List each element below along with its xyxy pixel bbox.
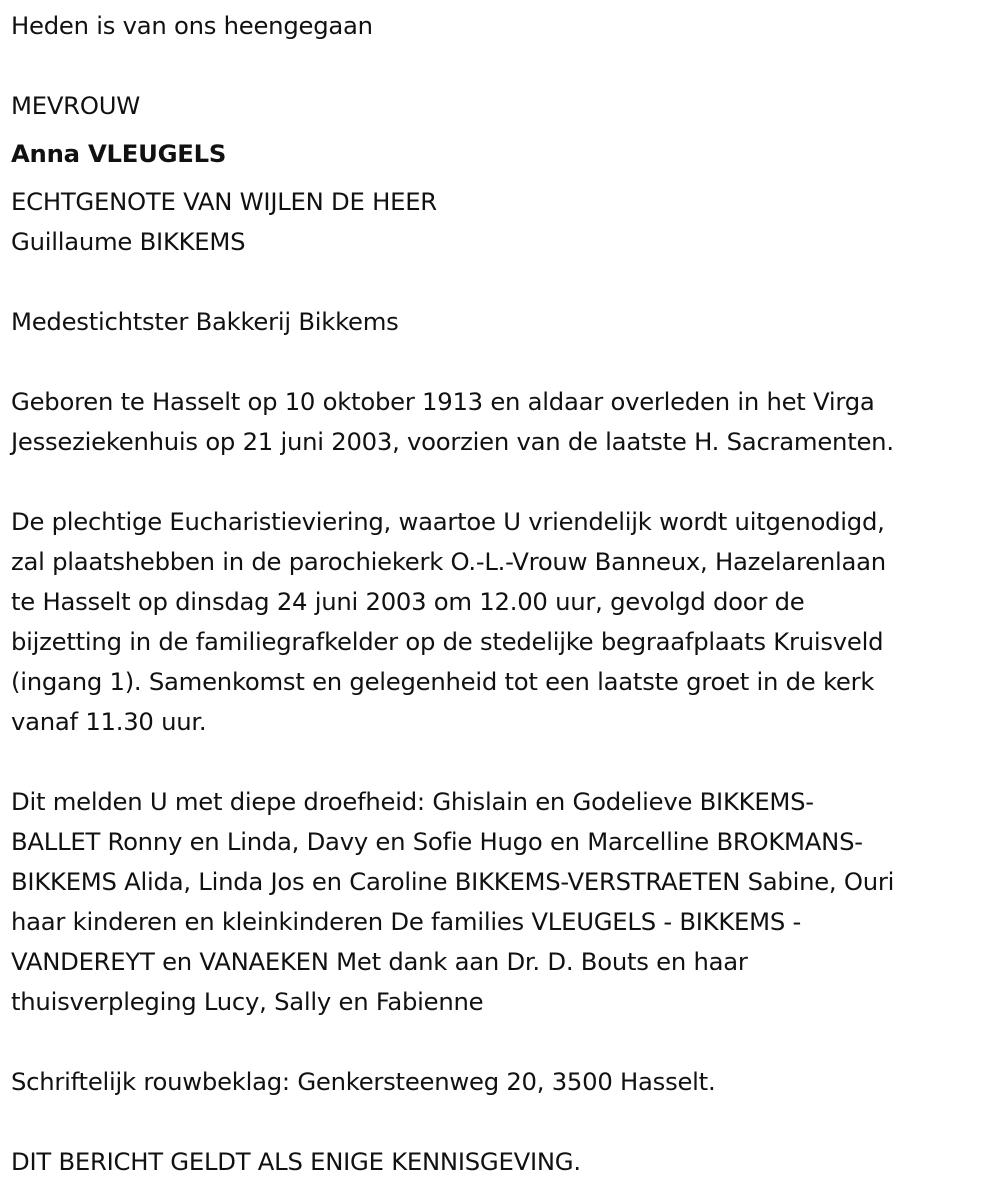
ceremony-line: te Hasselt op dinsdag 24 juni 2003 om 12.00 uur, gevolgd door de [11, 587, 805, 616]
spouse-label: ECHTGENOTE VAN WIJLEN DE HEER [11, 187, 437, 216]
deceased-name: Anna VLEUGELS [11, 139, 227, 168]
birth-paragraph [11, 382, 991, 462]
ceremony-line: vanaf 11.30 uur. [11, 707, 207, 736]
family-line: Dit melden U met diepe droefheid: Ghislain en Godelieve BIKKEMS- [11, 787, 814, 816]
intro-text: Heden is van ons heengegaan [11, 11, 373, 40]
family-line: haar kinderen en kleinkinderen De families VLEUGELS - BIKKEMS - [11, 907, 802, 936]
ceremony-line: zal plaatshebben in de parochiekerk O.-L.-Vrouw Banneux, Hazelarenlaan [11, 547, 886, 576]
family-line: VANDEREYT en VANAEKEN Met dank aan Dr. D. Bouts en haar [11, 947, 748, 976]
death-notice [11, 6, 991, 1182]
family-line: thuisverpleging Lucy, Sally en Fabienne [11, 987, 484, 1016]
family-paragraph [11, 782, 991, 1022]
ceremony-line: (ingang 1). Samenkomst en gelegenheid tot een laatste groet in de kerk [11, 667, 875, 696]
spouse-name: Guillaume BIKKEMS [11, 227, 246, 256]
ceremony-line: De plechtige Eucharistieviering, waartoe U vriendelijk wordt uitgenodigd, [11, 507, 885, 536]
title-text: MEVROUW [11, 91, 140, 120]
role-text: Medestichtster Bakkerij Bikkems [11, 307, 399, 336]
ceremony-line: bijzetting in de familiegrafkelder op de stedelijke begraafplaats Kruisveld [11, 627, 884, 656]
birth-line: Geboren te Hasselt op 10 oktober 1913 en aldaar overleden in het Virga [11, 387, 875, 416]
condolence-address: Schriftelijk rouwbeklag: Genkersteenweg 20, 3500 Hasselt. [11, 1067, 716, 1096]
ceremony-paragraph [11, 502, 991, 742]
birth-line: Jesseziekenhuis op 21 juni 2003, voorzien van de laatste H. Sacramenten. [11, 427, 894, 456]
closing-text: DIT BERICHT GELDT ALS ENIGE KENNISGEVING. [11, 1147, 581, 1176]
family-line: BIKKEMS Alida, Linda Jos en Caroline BIKKEMS-VERSTRAETEN Sabine, Ouri [11, 867, 895, 896]
family-line: BALLET Ronny en Linda, Davy en Sofie Hugo en Marcelline BROKMANS- [11, 827, 863, 856]
